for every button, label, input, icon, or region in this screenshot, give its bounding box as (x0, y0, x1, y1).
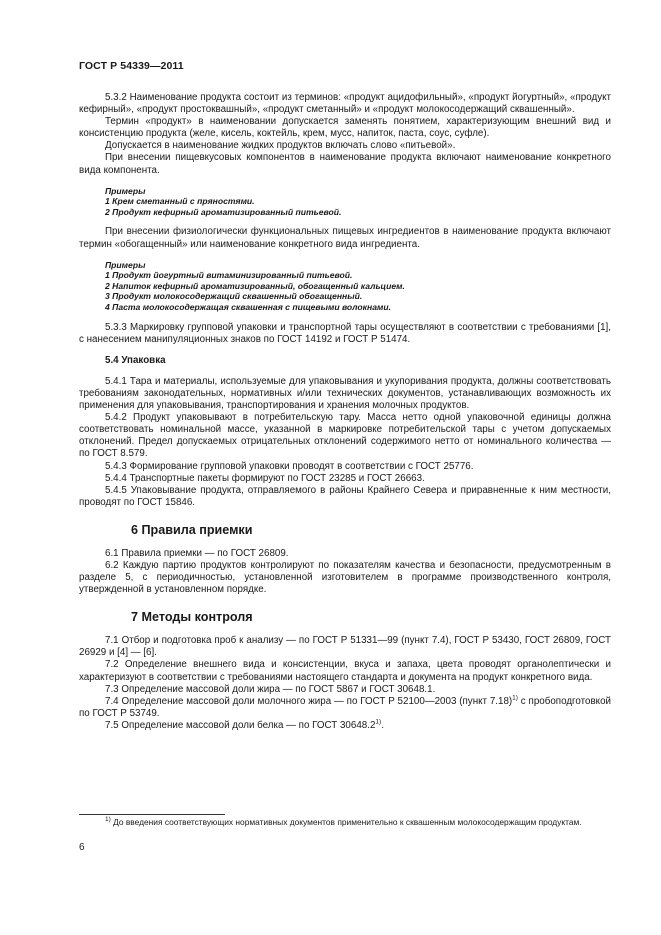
paragraph-5-3-3: 5.3.3 Маркировку групповой упаковки и транспортной тары осуществляют в соответствии с требованиями [1], с нанесением манипуляционных знаков по ГОСТ 14192 и ГОСТ Р 51474. (79, 321, 611, 345)
paragraph-5-4-1: 5.4.1 Тара и материалы, используемые для упаковывания и укупоривания продукта, должны соответствовать требованиям законодательных, нормативных и/или технических документов, устанавливающих возможность их применения для упаковывания, транспортирования и хранения молочных продуктов. (79, 375, 611, 412)
page-number: 6 (79, 842, 85, 853)
paragraph-term: Термин «продукт» в наименовании допускается заменять понятием, характеризующим внешний вид и консистенцию продукта (желе, кисель, коктейль, крем, мусс, напиток, паста, соус, суфле). (79, 116, 611, 140)
paragraph-5-4-2: 5.4.2 Продукт упаковывают в потребительскую тару. Масса нетто одной упаковочной единицы должна соответствовать номинальной массе, указанной в маркировке потребительской тары с учетом допускаемых отклонений. Предел допускаемых отрицательных отклонений содержимого нетто от номинального количества — по ГОСТ 8.579. (79, 412, 611, 460)
example-item: 1 Продукт йогуртный витаминизированный питьевой. (105, 270, 353, 281)
footnote-text: До введения соответствующих нормативных документов применительно к сквашенным молокосодержащим продуктам. (110, 817, 582, 827)
paragraph-5-4-3: 5.4.3 Формирование групповой упаковки проводят в соответствии с ГОСТ 25776. (105, 460, 474, 472)
paragraph-7-5-text: 7.5 Определение массовой доли белка — по ГОСТ 30648.2 (105, 719, 376, 731)
paragraph-5-4-5: 5.4.5 Упаковывание продукта, отправляемого в районы Крайнего Севера и приравненные к ним местности, проводят по ГОСТ 15846. (79, 484, 611, 508)
example-item: 1 Крем сметанный с пряностями. (105, 196, 255, 207)
examples-title: Примеры (105, 185, 146, 196)
paragraph-5-4-4: 5.4.4 Транспортные пакеты формируют по ГОСТ 23285 и ГОСТ 26663. (105, 472, 425, 484)
paragraph-ingredients: При внесении физиологически функциональных пищевых ингредиентов в наименование продукта включают термин «обогащенный» или наименование конкретного вида ингредиента. (79, 226, 611, 250)
footnote-divider (79, 814, 225, 815)
paragraph-flavor: При внесении пищевкусовых компонентов в наименование продукта включают наименование конкретного вида компонента. (79, 152, 611, 176)
paragraph-7-4 (79, 696, 611, 720)
paragraph-6-1: 6.1 Правила приемки — по ГОСТ 26809. (105, 547, 289, 559)
paragraph-7-1: 7.1 Отбор и подготовка проб к анализу — по ГОСТ Р 51331—99 (пункт 7.4), ГОСТ Р 53430, ГОСТ 26809, ГОСТ 26929 и [4] — [6]. (79, 635, 611, 659)
example-item: 2 Продукт кефирный ароматизированный питьевой. (105, 206, 342, 217)
footnote-mark: 1) (105, 816, 111, 824)
document-header: ГОСТ Р 54339—2011 (79, 60, 184, 72)
subsection-heading-5-4: 5.4 Упаковка (105, 354, 166, 366)
paragraph-7-3: 7.3 Определение массовой доли жира — по ГОСТ 5867 и ГОСТ 30648.1. (105, 683, 436, 695)
example-item: 2 Напиток кефирный ароматизированный, обогащенный кальцием. (105, 280, 405, 291)
paragraph-7-5-tail: . (381, 719, 384, 731)
paragraph-7-4-text: 7.4 Определение массовой доли молочного жира — по ГОСТ Р 52100—2003 (пункт 7.18) (105, 695, 513, 707)
paragraph-5-3-2: 5.3.2 Наименование продукта состоит из терминов: «продукт ацидофильный», «продукт йогуртный», «продукт кефирный», «продукт простоквашный», «продукт сметанный» и «продукт молокосодержащий сквашенный». (79, 92, 611, 116)
examples-title: Примеры (105, 259, 146, 270)
paragraph-7-2: 7.2 Определение внешнего вида и консистенции, вкуса и запаха, цвета проводят органолептически и характеризуют в соответствии с требованиями настоящего стандарта и документа на продукт конкретного вида. (79, 659, 611, 683)
paragraph-6-2: 6.2 Каждую партию продуктов контролируют по показателям качества и безопасности, предусмотренным в разделе 5, с периодичностью, установленной изготовителем в программе производственного контроля, утвержденной в установленном порядке. (79, 560, 611, 596)
examples-block-1 (79, 186, 611, 218)
section-heading-7: 7 Методы контроля (131, 610, 253, 625)
example-item: 4 Паста молокосодержащая сквашенная с пищевыми волокнами. (105, 302, 391, 312)
footnote-ref: 1) (512, 694, 518, 702)
example-item: 3 Продукт молокосодержащий сквашенный обогащенный. (105, 291, 363, 302)
section-heading-6: 6 Правила приемки (131, 522, 253, 537)
paragraph-drink: Допускается в наименование жидких продуктов включать слово «питьевой». (105, 140, 456, 152)
examples-block-2 (79, 260, 611, 313)
paragraph-7-5 (79, 720, 611, 732)
footnote-ref: 1) (375, 718, 382, 726)
paragraph-7-4-tail: с пробоподготовкой по ГОСТ Р 53749. (79, 695, 611, 719)
document-body (79, 92, 611, 732)
footnote (79, 817, 611, 828)
